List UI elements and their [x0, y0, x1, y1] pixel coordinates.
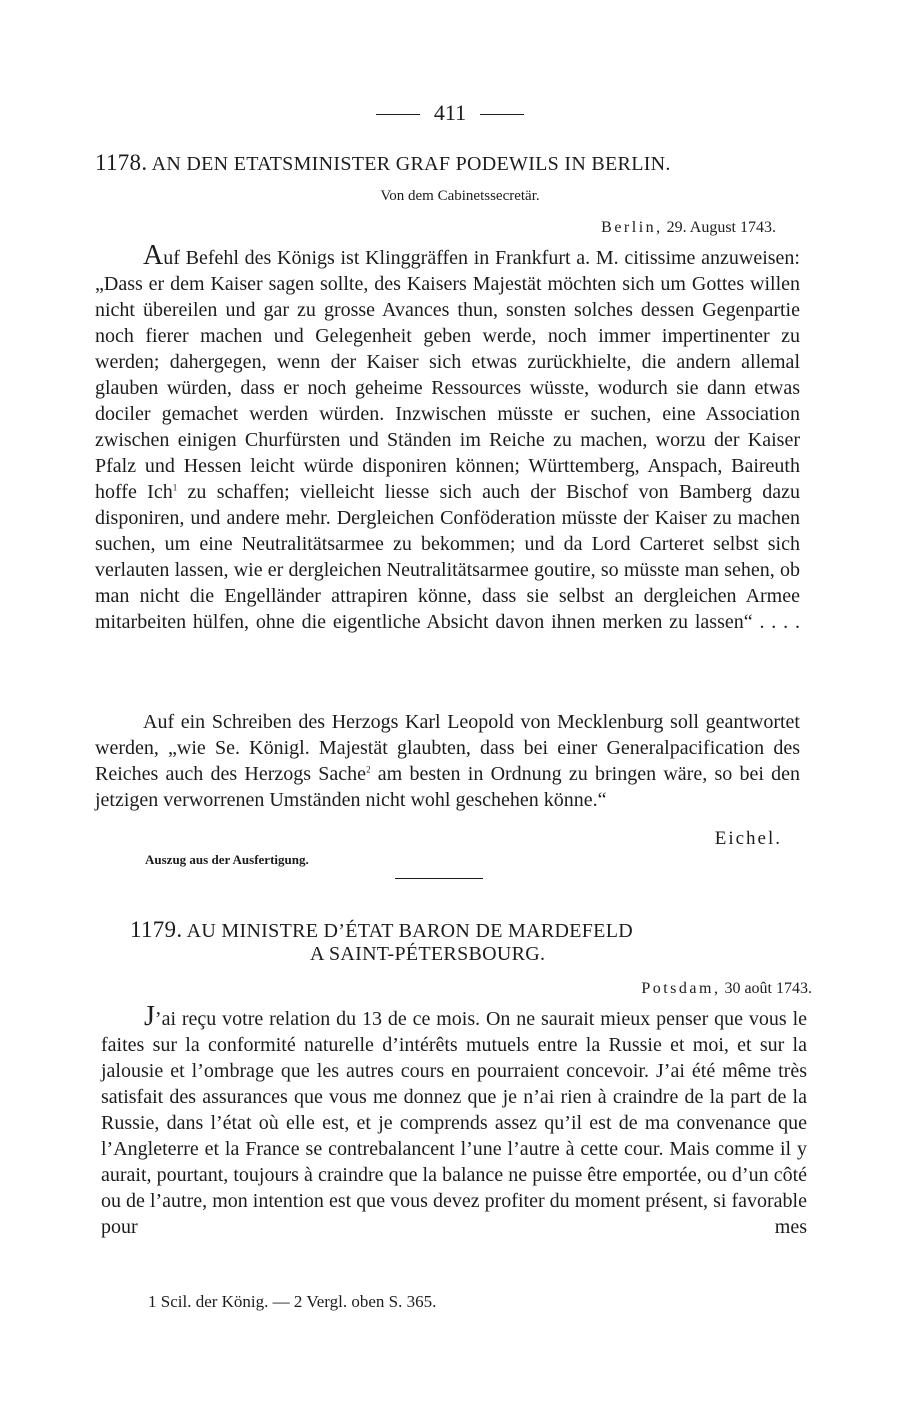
page-number-text: 411: [433, 100, 467, 125]
letter-1178-paragraph-1-text-b: zu schaffen; vielleicht liesse sich auch der Bischof von Bamberg dazu disponiren, und andere mehr. Dergleichen Conföderation müsste der Kaiser zu machen suchen, um eine Neutralitätsarmee zu bekommen; und da Lord Carteret selbst sich verlauten lassen, wie er dergleichen Neutralitätsarmee goutire, so müsste man sehen, ob man nicht die Engelländer attrapiren könne, dass sie selbst an dergleichen Armee mitarbeiten hülfen, ohne die eigentliche Absicht davon ihnen merken zu lassen“ . . . .: [95, 481, 800, 633]
letter-1178-place: Berlin,: [601, 219, 663, 236]
letter-1179-dateline: [641, 980, 812, 998]
footnote-marker-1: 1: [172, 482, 178, 493]
letter-1178-paragraph-2-text-a: Auf ein Schreiben des Herzogs Karl Leopold von Mecklenburg soll geantwortet werden, „wie Se. Königl. Majestät glaubten, dass bei einer Generalpacification des Reiches auch des Herzogs Sache: [95, 711, 800, 785]
letter-1179-number: 1179.: [130, 917, 183, 942]
section-separator: [395, 878, 483, 879]
letter-1178-subheading: Von dem Cabinetssecretär.: [380, 188, 540, 204]
letter-1178-dateline: [601, 219, 776, 237]
letter-1179-heading: [130, 917, 830, 943]
letter-1178-paragraph-2-text-b: am besten in Ordnung zu bringen wäre, so bei den jetzigen verworrenen Umständen nicht wohl geschehen könne.“: [95, 763, 801, 811]
letter-1179-title-line-1: AU MINISTRE D’ÉTAT BARON DE MARDEFELD: [186, 920, 633, 942]
letter-1178-signature: Eichel.: [714, 828, 782, 849]
letter-1178-number: 1178.: [95, 150, 148, 175]
letter-1179-paragraph-1-text: ’ai reçu votre relation du 13 de ce mois. On ne saurait mieux penser que vous le faites sur la conformité naturelle d’intérêts mutuels entre la Russie et moi, et sur la jalousie et l’ombrage que les autres cours en pourraient concevoir. J’ai été même très satisfait des assurances que vous me donnez que je n’ai rien à craindre de la part de la Russie, dans l’état où elle est, et je comprends assez qu’il est de ma convenance que l’Angleterre et la France se contrebalancent l’une l’autre à cette cour. Mais comme il y aurait, pourtant, toujours à craindre que la balance ne puisse être emportée, ou d’un côté ou de l’autre, mon intention est que vous devez profiter du moment présent, si favorable pour mes: [101, 1008, 807, 1238]
page-number: [0, 100, 900, 126]
letter-1178-paragraph-2: [95, 709, 800, 813]
letter-1179-title-line-2: A SAINT-PÉTERSBOURG.: [310, 943, 546, 965]
letter-1178-initial: A: [143, 240, 164, 271]
letter-1179-date: 30 août 1743.: [724, 980, 812, 997]
footnote-marker-2: 2: [366, 764, 371, 775]
letter-1179-initial: J: [144, 1001, 155, 1032]
letter-1178-source-note: Auszug aus der Ausfertigung.: [145, 852, 309, 867]
footnotes: 1 Scil. der König. — 2 Vergl. oben S. 365.: [148, 1292, 437, 1311]
letter-1178-date: 29. August 1743.: [666, 219, 776, 236]
page-number-right-rule: [480, 114, 524, 115]
letter-1178-paragraph-1-text-a: uf Befehl des Königs ist Klinggräffen in Frankfurt a. M. citissime anzuweisen: „Dass er dem Kaiser sagen sollte, des Kaisers Majestät möchten sich um Gottes willen nicht übereilen und gar zu grosse Avances thun, sonsten solches dessen Gegenpartie noch fierer machen und Gelegenheit geben werde, noch immer impertinenter zu werden; dahergegen, wenn der Kaiser sich etwas zurückhielte, die andern allemal glauben würden, dass er noch geheime Ressources wüsste, wodurch sie dann etwas dociler gemachet werden würden. Inzwischen müsste er suchen, eine Association zwischen einigen Churfürsten und Ständen im Reiche zu machen, worzu der Kaiser Pfalz und Hessen leicht würde disponiren können; Württemberg, Anspach, Baireuth hoffe Ich: [95, 247, 800, 503]
letter-1179-paragraph-1: [101, 1001, 807, 1240]
letter-1178-paragraph-1: [95, 240, 800, 635]
page-number-left-rule: [376, 114, 420, 115]
letter-1178-heading: [95, 150, 815, 176]
letter-1179-place: Potsdam,: [641, 980, 721, 997]
letter-1178-title: AN DEN ETATSMINISTER GRAF PODEWILS IN BERLIN.: [151, 153, 671, 175]
